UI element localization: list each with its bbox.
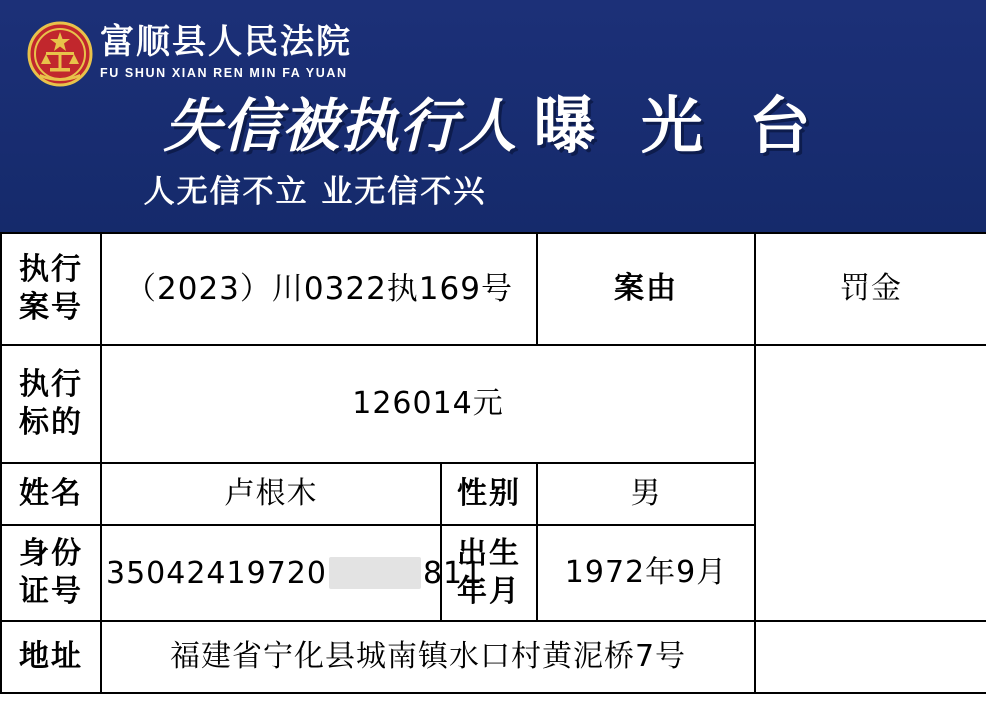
value-case-number: （2023）川0322执169号 [101, 233, 537, 345]
label-case-number: 执行案号 [1, 233, 101, 345]
court-name-pinyin: FU SHUN XIAN REN MIN FA YUAN [100, 66, 348, 80]
table-row [1, 345, 986, 463]
headline-main-text: 失信被执行人 [163, 92, 518, 160]
label-address: 地址 [1, 621, 101, 693]
value-address: 福建省宁化县城南镇水口村黄泥桥7号 [101, 621, 755, 693]
value-execution-amount: 126014元 [101, 345, 755, 463]
label-execution-amount: 执行标的 [1, 345, 101, 463]
id-number-suffix: 811 [422, 555, 484, 591]
blank-photo-cell [755, 345, 986, 621]
table-row [1, 621, 986, 693]
label-birth-date: 出生年月 [441, 525, 537, 621]
value-birth-date: 1972年9月 [537, 525, 755, 621]
value-id-number [101, 525, 484, 621]
poster-headline [0, 89, 986, 162]
label-name: 姓名 [1, 463, 101, 525]
poster-banner [0, 0, 986, 232]
label-id-number: 身份证号 [1, 525, 101, 621]
value-gender: 男 [537, 463, 755, 525]
value-case-cause: 罚金 [755, 233, 986, 345]
poster-subline: 人无信不立 业无信不兴 [143, 174, 487, 210]
id-number-redaction [329, 557, 421, 589]
case-info-table-wrap [0, 232, 986, 710]
label-gender: 性别 [441, 463, 537, 525]
id-number-prefix: 35042419720 [106, 555, 327, 591]
table-row [1, 233, 986, 345]
blank-cell-address-right [755, 621, 986, 693]
court-name-block [100, 22, 352, 82]
court-name-chinese: 富顺县人民法院 [100, 22, 352, 62]
headline-secondary-text: 曝 光 台 [533, 89, 823, 162]
case-info-table [0, 232, 986, 694]
court-emblem-icon [26, 20, 94, 88]
bottom-strip [0, 702, 986, 710]
value-name: 卢根木 [101, 463, 441, 525]
label-case-cause: 案由 [537, 233, 755, 345]
